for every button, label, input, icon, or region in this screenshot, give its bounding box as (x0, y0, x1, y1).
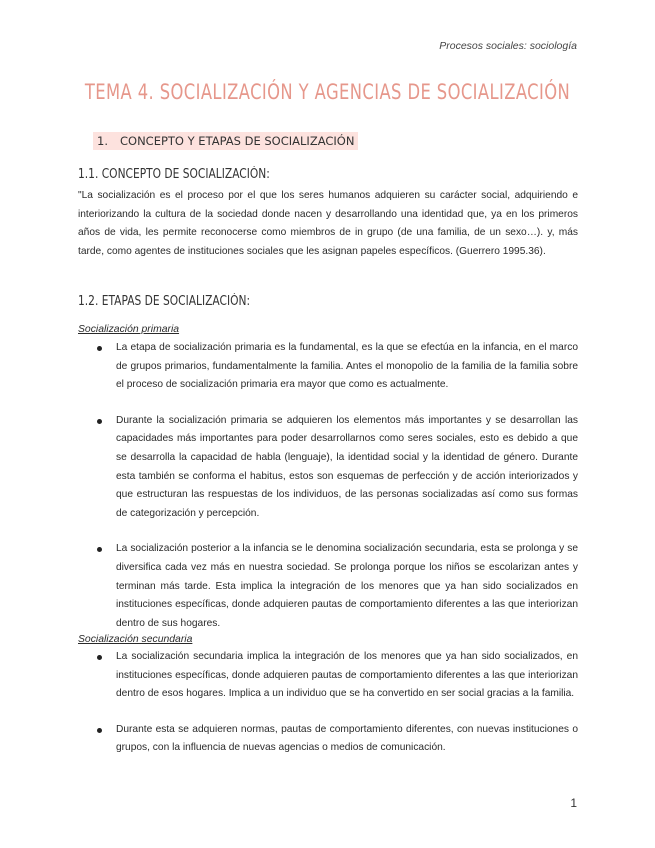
definition-paragraph: "La socialización es el proceso por el que los seres humanos adquieren su carácter social, adquiriendo e interiorizando la cultura de la sociedad donde nacen y desarrollando una identidad que, ya en los primeros años de vida, les permite reconocerse como miembros de in grupo (de una familia, de un sexo…). y, más tarde, como agentes de instituciones sociales que les asignan papeles específicos. (Guerrero 1995.36). (78, 190, 578, 257)
subsection-heading-concepto: 1.1. CONCEPTO DE SOCIALIZACIÓN: (78, 167, 270, 182)
list-item: Durante la socialización primaria se adquieren los elementos más importantes y se desarrollan las capacidades más importantes para poder desarrollarnos como seres sociales, esto es debido a que se desarrolla la capacidad de habla (lenguaje), la identidad social y la identidad de género. Durante esta también se conforma el habitus, estos son esquemas de perfección y de acción interiorizados y que estructuran las respuestas de los individuos, de las personas socializadas así como sus formas de categorización y percepción. (78, 412, 578, 524)
list-item: La socialización posterior a la infancia se le denomina socialización secundaria, esta se prolonga y se diversifica cada vez más en nuestra sociedad. Se prolonga porque los niños se escolarizan antes y terminan más tarde. Esta implica la integración de los menores que ya han sido socializados en instituciones específicas, donde adquieren pautas de comportamiento diferentes a las que interiorizan dentro de sus hogares. (78, 540, 578, 633)
list-item: La socialización secundaria implica la integración de los menores que ya han sido socializados, en instituciones específicas, donde adquieren pautas de comportamiento diferentes a las que interiorizan dentro de esos hogares. Implica a un individuo que se ha convertido en ser social gracias a la familia. (78, 648, 578, 704)
section-label: CONCEPTO Y ETAPAS DE SOCIALIZACIÓN (119, 134, 355, 148)
subsection-heading-etapas: 1.2. ETAPAS DE SOCIALIZACIÓN: (78, 294, 251, 309)
bullet-icon (97, 419, 102, 424)
list-item: La etapa de socialización primaria es la fundamental, es la que se efectúa en la infancia, en el marco de grupos primarios, fundamentalmente la familia. Antes el monopolio de la familia de la familia sobre el proceso de socialización primaria era mayor que como es actualmente. (78, 339, 578, 395)
section-heading (93, 132, 358, 150)
secundaria-label: Socialización secundaria (78, 634, 193, 645)
running-header: Procesos sociales: sociología (439, 40, 577, 52)
secundaria-list (78, 648, 578, 758)
bullet-icon (97, 655, 102, 660)
list-item: Durante esta se adquieren normas, pautas de comportamiento diferentes, con nuevas instituciones o grupos, con la influencia de nuevas agencias o medios de comunicación. (78, 721, 578, 758)
section-number: 1. (97, 134, 108, 148)
page-number: 1 (570, 796, 577, 810)
bullet-icon (97, 346, 102, 351)
primaria-list (78, 339, 578, 633)
primaria-label: Socialización primaria (78, 324, 180, 335)
bullet-icon (97, 728, 102, 733)
page-title: TEMA 4. SOCIALIZACIÓN Y AGENCIAS DE SOCIALIZACIÓN (84, 80, 571, 104)
bullet-icon (97, 547, 102, 552)
